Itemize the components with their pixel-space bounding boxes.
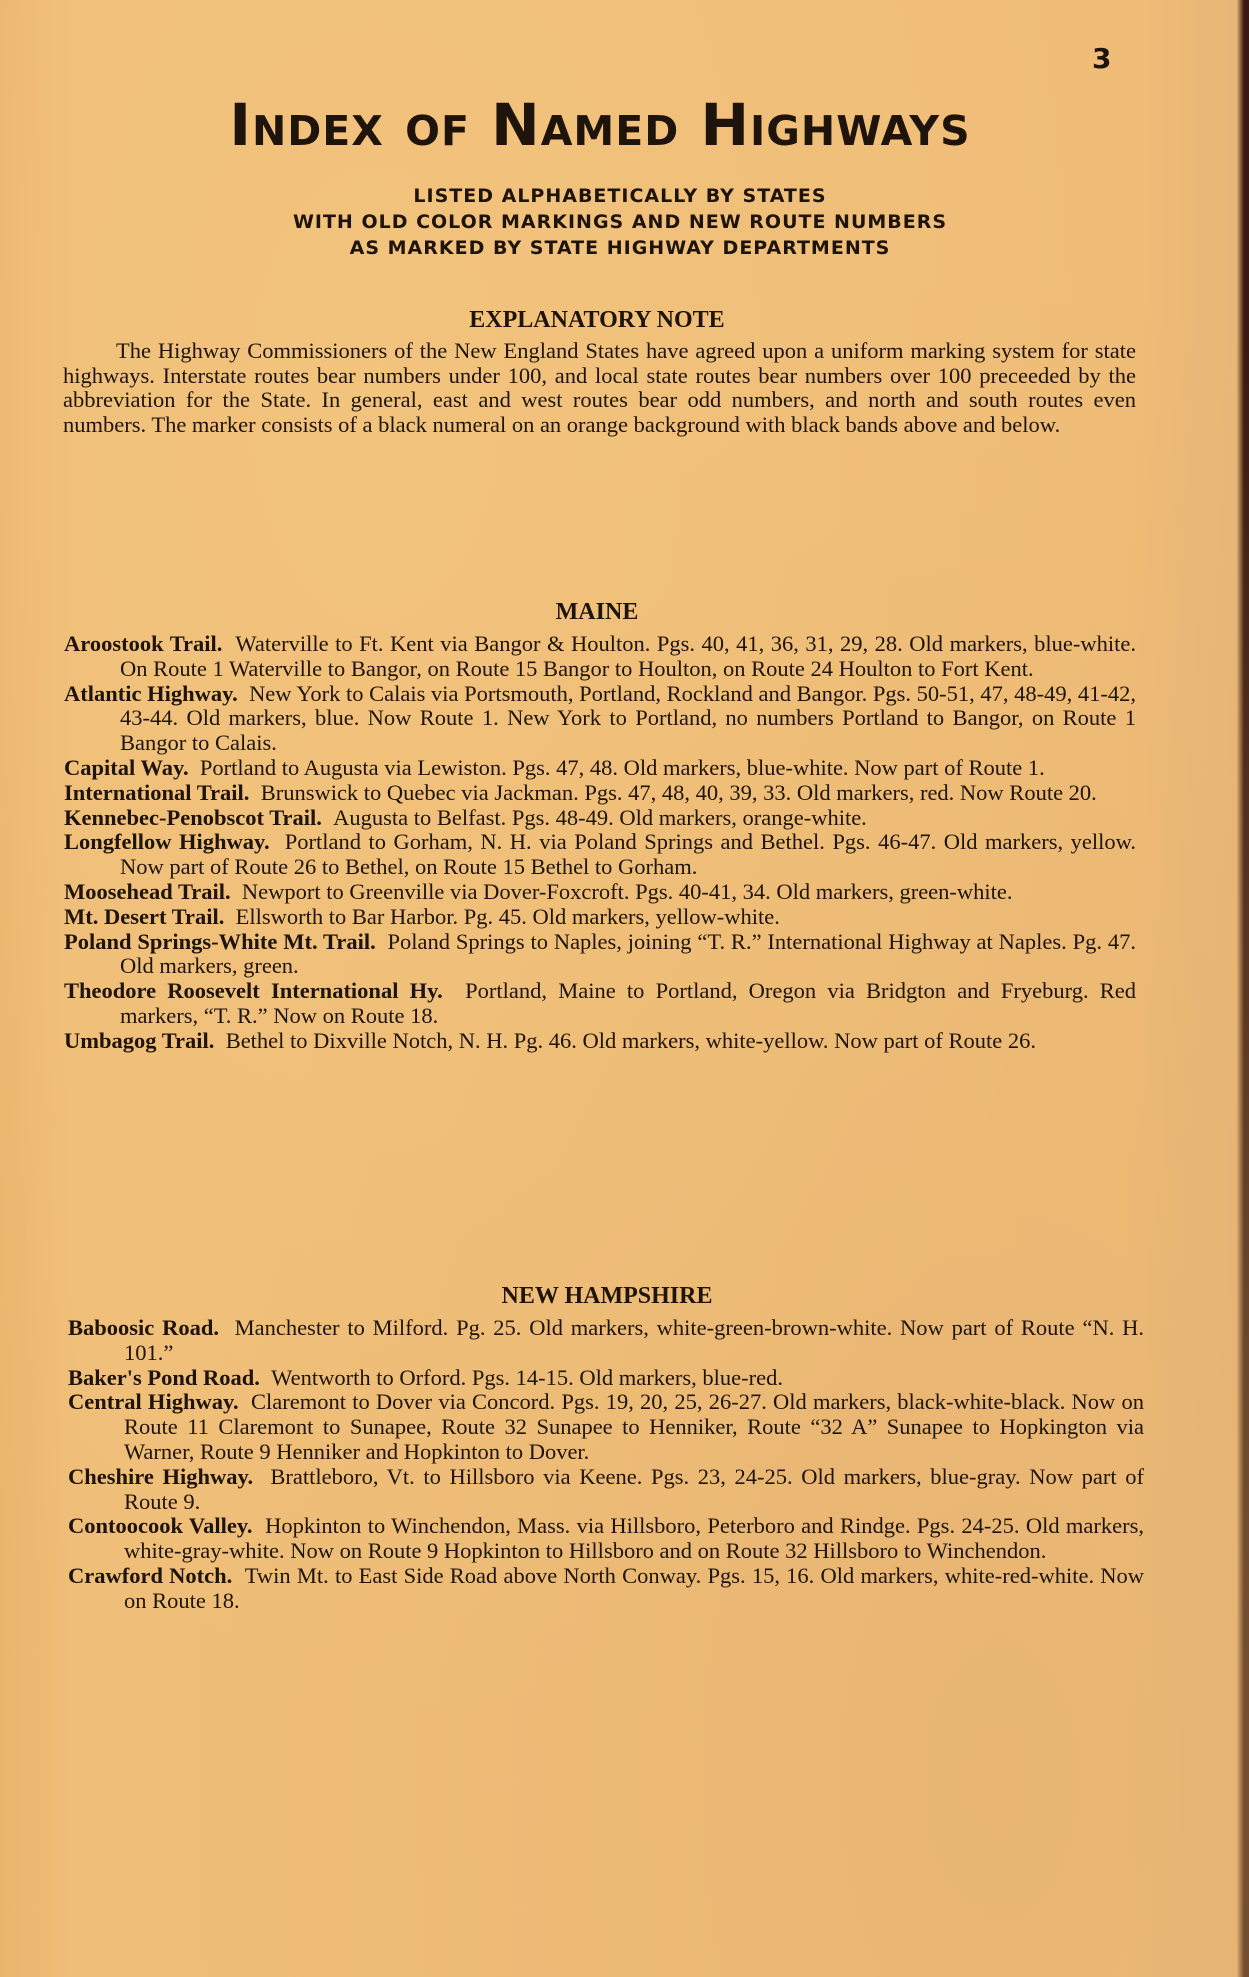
highway-name: Poland Springs-White Mt. Trail. [64, 928, 376, 954]
highway-name: Moosehead Trail. [64, 878, 231, 904]
highway-name: Contoocook Valley. [68, 1513, 253, 1539]
subtitle-line: LISTED ALPHABETICALLY BY STATES [413, 185, 827, 207]
highway-entry [68, 1514, 1144, 1564]
highway-entry [64, 1029, 1136, 1054]
highway-entry [68, 1465, 1144, 1515]
highway-description: Ellsworth to Bar Harbor. Pg. 45. Old markers, yellow-white. [235, 903, 780, 929]
highway-description: Bethel to Dixville Notch, N. H. Pg. 46. Old markers, white-yellow. Now part of Route 26. [225, 1027, 1036, 1053]
highway-name: Mt. Desert Trail. [64, 903, 225, 929]
subtitle-line: AS MARKED BY STATE HIGHWAY DEPARTMENTS [349, 237, 891, 259]
highway-entry [64, 830, 1136, 880]
highway-description: Portland to Gorham, N. H. via Poland Springs and Bethel. Pgs. 46-47. Old markers, yellow. Now part of Route 26 to Bethel, on Route 15 Bethel to Gorham. [120, 829, 1137, 880]
highway-entry [64, 905, 1136, 930]
entry-list-maine [64, 632, 1136, 1054]
highway-description: Hopkinton to Winchendon, Mass. via Hillsboro, Peterboro and Rindge. Pgs. 24-25. Old markers, white-gray-white. Now on Route 9 Hopkinton to Hillsboro and on Route 32 Hillsboro to Winchendon. [124, 1513, 1144, 1564]
highway-name: Central Highway. [68, 1389, 239, 1415]
highway-description: Brattleboro, Vt. to Hillsboro via Keene. Pgs. 23, 24-25. Old markers, blue-gray. Now part of Route 9. [124, 1463, 1145, 1514]
highway-name: International Trail. [64, 779, 250, 805]
page-title: Index of Named Highways [229, 91, 971, 159]
highway-entry [64, 930, 1136, 980]
highway-entry [64, 632, 1136, 682]
highway-name: Capital Way. [64, 754, 189, 780]
explanatory-note-heading: EXPLANATORY NOTE [469, 307, 725, 333]
highway-entry [68, 1564, 1144, 1614]
highway-name: Kennebec-Penobscot Trail. [64, 804, 322, 830]
state-heading-maine: MAINE [555, 599, 639, 625]
highway-description: Augusta to Belfast. Pgs. 48-49. Old markers, orange-white. [333, 804, 867, 830]
highway-entry [64, 979, 1136, 1029]
highway-description: Waterville to Ft. Kent via Bangor & Houlton. Pgs. 40, 41, 36, 31, 29, 28. Old markers, blue-white. On Route 1 Waterville to Bangor, on Route 15 Bangor to Houlton, on Route 24 Houlton to Fort Kent. [120, 631, 1137, 681]
subtitle-line: WITH OLD COLOR MARKINGS AND NEW ROUTE NUMBERS [292, 211, 948, 233]
highway-name: Atlantic Highway. [64, 680, 238, 706]
highway-name: Cheshire Highway. [68, 1463, 254, 1489]
highway-description: New York to Calais via Portsmouth, Portland, Rockland and Bangor. Pgs. 50-51, 47, 48-49, 41-42, 43-44. Old markers, blue. Now Route 1. New York to Portland, no numbers Portland to Bangor, on Route 1 Bangor to Calais. [120, 680, 1137, 756]
state-heading-new-hampshire: NEW HAMPSHIRE [501, 1283, 713, 1309]
highway-name: Umbagog Trail. [64, 1027, 215, 1053]
highway-entry [68, 1316, 1144, 1366]
highway-name: Aroostook Trail. [64, 631, 223, 656]
highway-description: Manchester to Milford. Pg. 25. Old markers, white-green-brown-white. Now part of Route “N. H. 101.” [124, 1315, 1145, 1365]
highway-description: Twin Mt. to East Side Road above North Conway. Pgs. 15, 16. Old markers, white-red-white. Now on Route 18. [124, 1562, 1145, 1613]
highway-entry [68, 1390, 1144, 1464]
highway-entry [68, 1366, 1144, 1391]
highway-name: Longfellow Highway. [64, 829, 270, 855]
highway-description: Portland, Maine to Portland, Oregon via Bridgton and Fryeburg. Red markers, “T. R.” Now on Route 18. [120, 978, 1137, 1028]
highway-name: Theodore Roosevelt International Hy. [64, 978, 443, 1004]
highway-entry [64, 756, 1136, 781]
highway-description: Poland Springs to Naples, joining “T. R.” International Highway at Naples. Pg. 47. Old markers, green. [120, 928, 1136, 979]
highway-description: Claremont to Dover via Concord. Pgs. 19, 20, 25, 26-27. Old markers, black-white-black. Now on Route 11 Claremont to Sunapee, Route 32 Sunapee to Henniker, Route “32 A” Sunapee to Hopkington via Warner, Route 9 Henniker and Hopkinton to Dover. [124, 1389, 1145, 1464]
highway-entry [64, 880, 1136, 905]
explanatory-note-body: The Highway Commissioners of the New England States have agreed upon a uniform marking system for state highways. Interstate routes bear numbers under 100, and local state routes bear numbers over 100 preceeded by the abbreviation for the State. In general, east and west routes bear odd numbers, and north and south routes even numbers. The marker consists of a black numeral on an orange background with black bands above and below. [63, 338, 1136, 437]
highway-description: Portland to Augusta via Lewiston. Pgs. 47, 48. Old markers, blue-white. Now part of Route 1. [199, 754, 1045, 780]
entry-list-new-hampshire [68, 1316, 1144, 1614]
highway-name: Crawford Notch. [68, 1562, 233, 1588]
highway-description: Brunswick to Quebec via Jackman. Pgs. 47, 48, 40, 39, 33. Old markers, red. Now Route 20. [260, 779, 1097, 805]
subtitle [100, 183, 1140, 261]
highway-entry [64, 682, 1136, 756]
highway-entry [64, 806, 1136, 831]
highway-description: Newport to Greenville via Dover-Foxcroft. Pgs. 40-41, 34. Old markers, green-white. [241, 878, 1013, 904]
page-number: 3 [1092, 42, 1112, 75]
highway-name: Baboosic Road. [68, 1315, 219, 1340]
highway-entry [64, 781, 1136, 806]
highway-name: Baker's Pond Road. [68, 1364, 260, 1390]
highway-description: Wentworth to Orford. Pgs. 14-15. Old markers, blue-red. [271, 1364, 784, 1390]
